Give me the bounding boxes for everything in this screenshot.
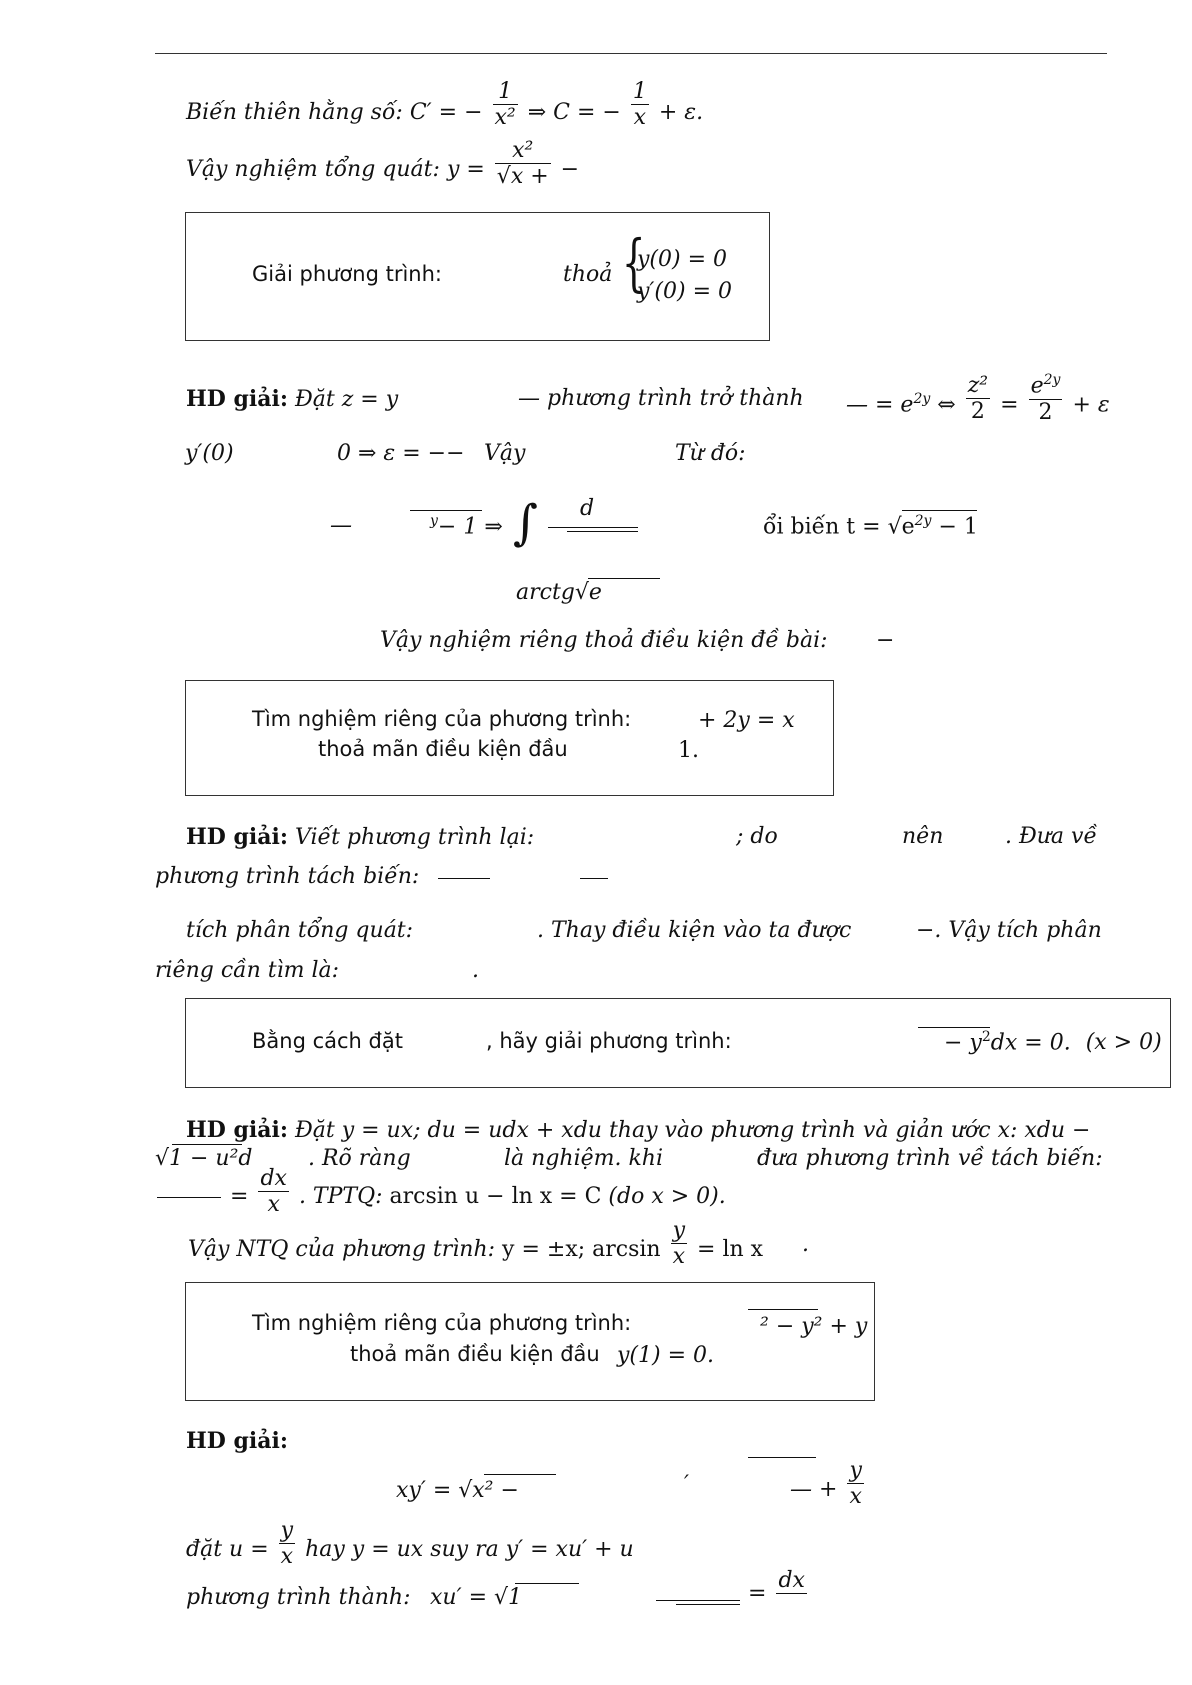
math: = xyxy=(230,1183,249,1209)
box2-label2: thoả mãn điều kiện đầu xyxy=(318,737,568,761)
fraction: dx xyxy=(776,1568,807,1620)
text: Vậy nghiệm tổng quát: xyxy=(186,156,440,182)
text: Đặt y = ux; du = udx + xdu thay vào phương trình và giản ước x: xdu − xyxy=(295,1118,1091,1143)
sol1-l2d: Từ đó: xyxy=(675,441,746,466)
math: + ε. xyxy=(658,99,704,125)
header-rule xyxy=(155,53,1107,54)
box3-math xyxy=(944,1029,1162,1055)
fraction: $\frac{e^{2y}}{2}$ xyxy=(1030,372,1061,425)
math: ⇒ C = − xyxy=(527,99,621,125)
math: = ln x xyxy=(697,1236,764,1262)
math: C′ = − xyxy=(409,99,483,125)
sol3-l4d: . xyxy=(802,1232,809,1257)
math: arcsin u − ln x = C xyxy=(389,1183,602,1209)
box2-math1: + 2y = x xyxy=(698,708,795,733)
sol2-t4: . Đưa về xyxy=(1005,824,1097,849)
hd-heading: HD giải: xyxy=(186,1428,288,1454)
hd-heading: HD giải: xyxy=(186,1117,288,1143)
sol2-t3: nên xyxy=(902,824,944,849)
math: − 1 xyxy=(938,514,978,540)
sol1-l5a: Vậy nghiệm riêng thoả điều kiện đề bài: xyxy=(380,628,828,653)
superscript: 2y xyxy=(913,391,931,408)
brace: { xyxy=(621,226,646,299)
sol1-line1b: — phương trình trở thành xyxy=(518,386,804,411)
box2-math2: 1. xyxy=(678,738,699,763)
text: Viết phương trình lại: xyxy=(295,825,535,850)
fraction: $\frac{1}{\text{x²}}$ xyxy=(494,79,516,131)
box4-label2: thoả mãn điều kiện đầu xyxy=(350,1342,600,1366)
root-bar xyxy=(515,1583,579,1584)
math: ⇔ xyxy=(937,392,956,418)
sol2-t2: ; do xyxy=(736,824,778,849)
superscript: y xyxy=(430,513,438,529)
math: dx = 0. xyxy=(990,1030,1071,1056)
math: − 1 ⇒ xyxy=(437,514,503,540)
box3-label1: Bằng cách đặt xyxy=(252,1029,403,1053)
root-bar xyxy=(588,578,660,579)
sol1-line1 xyxy=(186,386,398,412)
sol2-l4a: riêng cần tìm là: xyxy=(155,958,340,983)
sol4-l3b: xu′ = √1 xyxy=(430,1585,523,1610)
superscript: 2y xyxy=(914,513,932,529)
root-bar xyxy=(676,1604,740,1605)
ex1-line2 xyxy=(186,138,580,190)
sol1-l3b xyxy=(430,513,503,539)
sol4-l3-frac xyxy=(748,1568,810,1620)
condition: y′(0) = 0 xyxy=(637,279,733,304)
sol1-l5b: − xyxy=(876,628,895,653)
sol2-l2: phương trình tách biến: xyxy=(155,864,420,889)
box4-math2: y(1) = 0. xyxy=(617,1343,715,1368)
math: + ε xyxy=(1072,392,1110,418)
fraction-bar xyxy=(438,878,490,879)
box4-label1: Tìm nghiệm riêng của phương trình: xyxy=(252,1311,632,1335)
sol4-l1a: xy′ = √x² − xyxy=(396,1478,519,1503)
fraction-bar xyxy=(548,527,638,528)
sol1-l2b: 0 ⇒ ε = −− xyxy=(337,441,465,466)
sol1-l4: arctg√e xyxy=(516,580,602,605)
math: y = ±x; arcsin xyxy=(502,1236,661,1262)
text: Biến thiên hằng số: xyxy=(186,99,403,125)
math: = xyxy=(748,1580,767,1606)
fraction: $\frac{1}{x}$ xyxy=(632,79,647,131)
math: ổi biến t = √e xyxy=(763,514,915,540)
sol1-l2a: y′(0) xyxy=(185,441,234,466)
box1-label: Giải phương trình: xyxy=(252,262,442,286)
hd-heading: HD giải: xyxy=(186,386,288,412)
fraction-bar xyxy=(580,878,608,879)
sol3-line4 xyxy=(188,1218,764,1270)
sol3-l2c: là nghiệm. khi xyxy=(504,1146,664,1171)
sol3-l2a: √1 − u²d xyxy=(155,1146,253,1171)
root-bar xyxy=(410,510,482,511)
root-bar xyxy=(748,1309,818,1310)
hd-heading: HD giải: xyxy=(186,824,288,850)
fraction-bar xyxy=(157,1197,221,1198)
text: hay y = ux suy ra y′ = xu′ + u xyxy=(305,1536,634,1562)
ex1-line1 xyxy=(186,79,704,131)
sol4-l1b: ′ xyxy=(684,1472,689,1497)
text: Vậy NTQ của phương trình: xyxy=(188,1236,496,1262)
math: đặt u = xyxy=(186,1536,269,1562)
root-bar xyxy=(902,510,977,511)
root-bar xyxy=(748,1457,816,1458)
box2-label1: Tìm nghiệm riêng của phương trình: xyxy=(252,707,632,731)
condition: y(0) = 0 xyxy=(637,247,728,272)
integral-sign: ∫ xyxy=(513,495,539,551)
math: − y xyxy=(944,1030,982,1056)
sol2-l4b: . xyxy=(472,958,479,983)
fraction-bar xyxy=(656,1600,740,1601)
text: . TPTQ: xyxy=(298,1183,383,1209)
sol2-line1 xyxy=(186,824,534,850)
sol2-l3b: . Thay điều kiện vào ta được xyxy=(537,918,852,943)
sol1-l2c: Vậy xyxy=(484,441,526,466)
root-bar xyxy=(918,1027,990,1028)
fraction: $\frac{y}{x}$ xyxy=(280,1518,294,1570)
box4-math1: ² − y² + y xyxy=(760,1314,868,1339)
root-bar xyxy=(172,1144,242,1145)
sol4-l3a: phương trình thành: xyxy=(186,1585,411,1610)
fraction: $\frac{y}{x}$ xyxy=(849,1458,862,1510)
sol2-l3a: tích phân tổng quát: xyxy=(186,918,414,943)
sol1-line1c xyxy=(846,372,1110,425)
text: (do x > 0). xyxy=(608,1183,726,1209)
sol3-l2d: đưa phương trình về tách biến: xyxy=(757,1146,1103,1171)
math: — = e xyxy=(846,392,914,418)
sol3-line1 xyxy=(186,1117,1090,1143)
root-bar xyxy=(567,531,638,532)
box1-cond-word: thoả xyxy=(563,262,613,287)
sol4-head xyxy=(186,1428,288,1454)
math: = xyxy=(1000,392,1019,418)
math: − xyxy=(560,156,580,182)
sol2-l3c: −. Vậy tích phân xyxy=(916,918,1102,943)
text: Đặt z = y xyxy=(295,387,399,412)
sol1-l3-num: d xyxy=(580,496,595,521)
sol1-l3a: — xyxy=(330,513,352,538)
fraction: $\frac{\text{x²}}{√x +}$ xyxy=(496,138,549,190)
math: (x > 0) xyxy=(1085,1030,1162,1056)
sol1-l3c xyxy=(763,513,978,539)
superscript: 2 xyxy=(981,1029,991,1045)
root-bar xyxy=(484,1474,556,1475)
fraction: $\frac{\text{z²}}{2}$ xyxy=(967,372,989,424)
sol4-l1c xyxy=(790,1458,867,1510)
sol3-line3 xyxy=(230,1166,726,1218)
box1-conditions xyxy=(637,244,732,308)
math: y = xyxy=(446,156,485,182)
sol3-l2b: . Rõ ràng xyxy=(308,1146,411,1171)
fraction: $\frac{dx}{x}$ xyxy=(260,1166,287,1218)
sol4-line2 xyxy=(186,1518,634,1570)
fraction: $\frac{y}{x}$ xyxy=(672,1218,686,1270)
box3-label2: , hãy giải phương trình: xyxy=(486,1029,732,1053)
math: — + xyxy=(790,1476,838,1502)
